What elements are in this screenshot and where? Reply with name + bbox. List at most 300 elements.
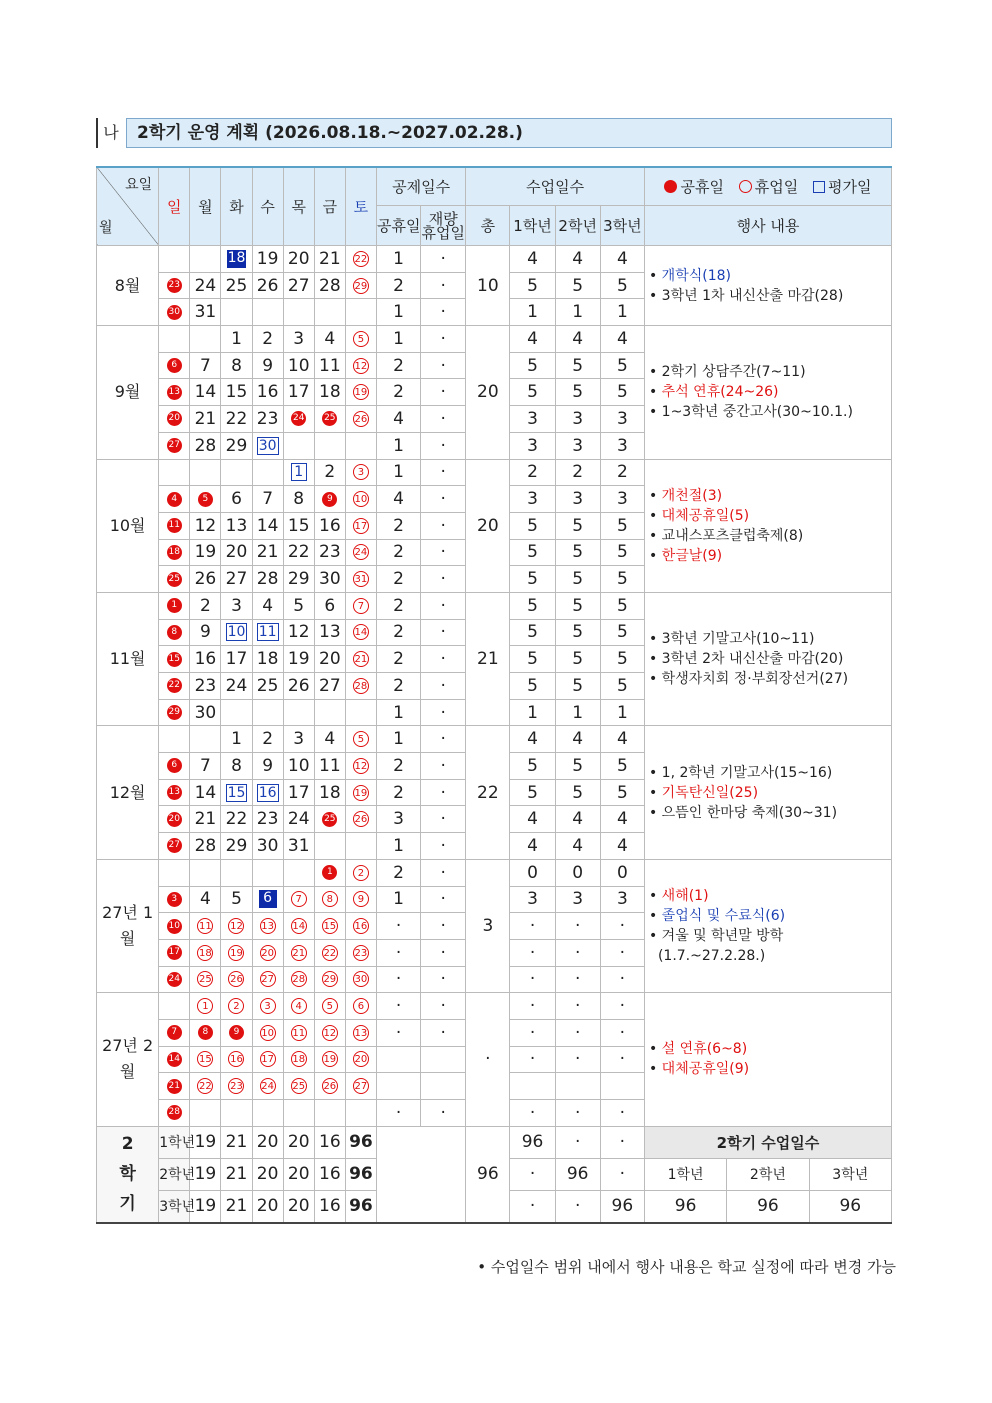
day-cell <box>252 993 283 1020</box>
day-cell <box>190 699 221 726</box>
holiday-day: 24 <box>167 972 182 987</box>
day-cell <box>221 406 252 433</box>
discretionary-holiday-count: · <box>421 619 466 646</box>
day-cell <box>283 1100 314 1127</box>
event-text: 3학년 기말고사(10~11) <box>661 631 815 648</box>
day-number: 13 <box>225 515 248 536</box>
discretionary-holiday-count: · <box>421 753 466 780</box>
day-cell <box>283 486 314 513</box>
day-number: 9 <box>262 755 274 776</box>
week-row <box>97 859 892 886</box>
day-cell <box>221 619 252 646</box>
day-cell <box>345 753 376 780</box>
closure-day: 17 <box>260 1051 276 1067</box>
closure-day: 13 <box>260 918 276 934</box>
closure-day: 31 <box>353 571 369 587</box>
closure-day: 15 <box>322 918 338 934</box>
closure-day: 3 <box>353 464 369 480</box>
event-item <box>649 362 891 382</box>
day-cell <box>345 779 376 806</box>
grade-days-1: 5 <box>510 779 555 806</box>
day-cell <box>159 1019 190 1046</box>
day-number: 23 <box>319 542 341 563</box>
day-cell <box>221 459 252 486</box>
day-cell <box>314 646 345 673</box>
day-number: 6 <box>231 489 242 510</box>
day-cell <box>314 673 345 700</box>
day-number: 21 <box>319 248 341 269</box>
public-holiday-count: 1 <box>376 432 420 459</box>
month-label: 10월 <box>97 459 159 592</box>
day-cell <box>283 806 314 833</box>
discretionary-holiday-count: · <box>421 779 466 806</box>
summary-grade-days-3: 96 <box>600 1190 644 1223</box>
day-cell <box>314 566 345 593</box>
day-number: 17 <box>225 649 248 670</box>
day-cell <box>159 272 190 299</box>
day-cell <box>190 406 221 433</box>
semester-label <box>97 1126 159 1223</box>
day-cell <box>221 1073 252 1100</box>
day-cell <box>283 592 314 619</box>
day-cell <box>252 673 283 700</box>
month-events <box>644 592 891 725</box>
day-number: 28 <box>194 435 217 456</box>
closure-day: 18 <box>291 1051 307 1067</box>
summary-box-title: 2학기 수업일수 <box>644 1126 891 1158</box>
day-cell <box>314 913 345 940</box>
event-text: 한글날(9) <box>661 547 723 564</box>
day-number: 24 <box>287 809 310 830</box>
grade-days-2: 4 <box>555 726 600 753</box>
grade-days-3: 3 <box>600 486 644 513</box>
header-day-sat: 토 <box>345 167 376 246</box>
day-number: 9 <box>199 622 211 643</box>
event-item <box>649 402 891 422</box>
day-cell <box>314 1073 345 1100</box>
holiday-day: 7 <box>167 1025 182 1040</box>
day-cell <box>190 566 221 593</box>
grade-days-2: 5 <box>555 566 600 593</box>
grade-days-2: 5 <box>555 379 600 406</box>
holiday-day: 25 <box>322 411 337 426</box>
day-cell <box>221 272 252 299</box>
day-cell <box>190 1046 221 1073</box>
day-cell <box>345 886 376 913</box>
closure-day: 12 <box>228 918 244 934</box>
grade-days-2: 0 <box>555 859 600 886</box>
grade-days-1: 5 <box>510 512 555 539</box>
day-cell <box>190 966 221 993</box>
day-cell <box>314 753 345 780</box>
day-number: 20 <box>225 542 248 563</box>
day-cell <box>345 246 376 273</box>
closure-day: 13 <box>353 1025 369 1041</box>
closure-day: 19 <box>322 1051 338 1067</box>
day-cell <box>283 619 314 646</box>
grade-days-3: 1 <box>600 699 644 726</box>
event-text: 졸업식 및 수료식(6) <box>661 908 786 925</box>
day-number: 17 <box>287 782 310 803</box>
day-cell <box>252 406 283 433</box>
grade-days-3: 3 <box>600 406 644 433</box>
bullet-icon: • <box>648 267 662 284</box>
day-cell <box>190 512 221 539</box>
event-item <box>649 803 891 823</box>
day-cell <box>283 512 314 539</box>
discretionary-holiday-count: · <box>421 966 466 993</box>
day-cell <box>190 619 221 646</box>
day-cell <box>159 326 190 353</box>
grade-days-1: 5 <box>510 539 555 566</box>
month-label: 9월 <box>97 326 159 459</box>
bullet-icon: • <box>648 487 662 504</box>
summary-value: 19 <box>190 1158 221 1190</box>
day-cell <box>314 459 345 486</box>
grade-days-1: 3 <box>510 486 555 513</box>
day-cell <box>190 486 221 513</box>
grade-days-2: 3 <box>555 886 600 913</box>
closure-day: 26 <box>322 1078 338 1094</box>
public-holiday-count: 1 <box>376 699 420 726</box>
day-cell <box>221 379 252 406</box>
day-number: 8 <box>293 489 305 510</box>
day-cell <box>221 646 252 673</box>
grade-days-1: 5 <box>510 566 555 593</box>
day-cell <box>314 592 345 619</box>
event-item <box>649 926 891 946</box>
day-cell <box>314 352 345 379</box>
day-number: 2 <box>199 595 211 616</box>
event-text: 1, 2학년 기말고사(15~16) <box>661 764 833 781</box>
discretionary-holiday-count: · <box>421 859 466 886</box>
public-holiday-count: 4 <box>376 406 420 433</box>
day-cell <box>283 299 314 326</box>
day-cell <box>190 592 221 619</box>
day-number: 14 <box>256 515 279 536</box>
day-number: 25 <box>256 675 279 696</box>
day-cell <box>159 859 190 886</box>
day-number: 30 <box>319 569 341 590</box>
grade-days-1: · <box>510 1019 555 1046</box>
day-cell <box>159 566 190 593</box>
day-cell <box>314 993 345 1020</box>
grade-days-2: 1 <box>555 699 600 726</box>
day-number: 26 <box>256 275 279 296</box>
day-number: 10 <box>287 355 310 376</box>
summary-grade-days-2: 96 <box>555 1158 600 1190</box>
holiday-day: 27 <box>167 838 182 853</box>
section-prefix: 나 <box>96 118 124 148</box>
grade-days-1: · <box>510 913 555 940</box>
grade-days-1: 2 <box>510 459 555 486</box>
day-cell <box>190 1100 221 1127</box>
event-item <box>649 546 891 566</box>
header-gongje: 공제일수 <box>376 167 465 206</box>
day-cell <box>221 1100 252 1127</box>
closure-day: 28 <box>353 678 369 694</box>
grade-days-2: 5 <box>555 673 600 700</box>
closure-day: 14 <box>353 624 369 640</box>
day-cell <box>345 1073 376 1100</box>
public-holiday-count: 2 <box>376 859 420 886</box>
day-cell <box>190 859 221 886</box>
day-number: 3 <box>231 595 242 616</box>
summary-value: 20 <box>283 1158 314 1190</box>
summary-box-value: 96 <box>644 1190 726 1223</box>
day-cell <box>252 1046 283 1073</box>
evaluation-day: 11 <box>258 624 277 641</box>
grade-days-1: 4 <box>510 326 555 353</box>
day-cell <box>221 539 252 566</box>
day-cell <box>252 1073 283 1100</box>
event-item <box>649 1039 891 1059</box>
header-day-tue: 화 <box>221 167 252 246</box>
header-grade-2: 2학년 <box>555 206 600 246</box>
public-holiday-count: · <box>376 993 420 1020</box>
day-cell <box>314 726 345 753</box>
closure-day: 5 <box>353 731 369 747</box>
day-cell <box>159 779 190 806</box>
event-text: 설 연휴(6~8) <box>661 1041 748 1058</box>
day-cell <box>221 246 252 273</box>
summary-grade: 3학년 <box>159 1190 190 1223</box>
evaluation-day: 15 <box>227 784 246 801</box>
day-cell <box>252 1100 283 1127</box>
public-holiday-count: 1 <box>376 246 420 273</box>
closure-day: 23 <box>353 945 369 961</box>
event-item <box>649 286 891 306</box>
closure-day: 19 <box>353 785 369 801</box>
grade-days-3: 0 <box>600 859 644 886</box>
bullet-icon: • <box>648 928 662 945</box>
grade-days-3: 4 <box>600 726 644 753</box>
grade-days-3: 5 <box>600 619 644 646</box>
day-number: 5 <box>293 595 305 616</box>
day-cell <box>159 619 190 646</box>
public-holiday-count: · <box>376 939 420 966</box>
day-cell <box>252 619 283 646</box>
closure-day: 24 <box>353 544 369 560</box>
grade-days-1: 5 <box>510 619 555 646</box>
closure-day: 3 <box>260 998 276 1014</box>
day-cell <box>345 592 376 619</box>
event-text: 교내스포츠클럽축제(8) <box>661 527 804 544</box>
discretionary-holiday-count: · <box>421 352 466 379</box>
day-cell <box>283 539 314 566</box>
grade-days-1: · <box>510 1100 555 1127</box>
day-cell <box>252 459 283 486</box>
grade-days-2: 5 <box>555 753 600 780</box>
closure-day: 20 <box>353 1051 369 1067</box>
day-number: 28 <box>194 835 217 856</box>
day-cell <box>345 859 376 886</box>
day-number: 2 <box>262 729 274 750</box>
grade-days-2: 1 <box>555 299 600 326</box>
day-number: 28 <box>256 569 279 590</box>
day-cell <box>345 432 376 459</box>
public-holiday-count: 1 <box>376 833 420 860</box>
public-holiday-count: 1 <box>376 326 420 353</box>
event-text: 2학기 상담주간(7~11) <box>661 364 806 381</box>
day-number: 25 <box>225 275 248 296</box>
day-cell <box>345 512 376 539</box>
public-holiday-count: 2 <box>376 646 420 673</box>
bullet-icon: • <box>648 364 662 381</box>
day-cell <box>283 246 314 273</box>
day-cell <box>283 726 314 753</box>
public-holiday-count: 2 <box>376 619 420 646</box>
grade-days-1: 1 <box>510 299 555 326</box>
day-cell <box>159 726 190 753</box>
day-number: 31 <box>194 302 217 323</box>
discretionary-holiday-count: · <box>421 592 466 619</box>
day-cell <box>221 299 252 326</box>
grade-days-2 <box>555 1073 600 1100</box>
day-cell <box>345 1019 376 1046</box>
day-cell <box>345 699 376 726</box>
public-holiday-count: 2 <box>376 272 420 299</box>
day-cell <box>190 272 221 299</box>
closure-day: 12 <box>353 758 369 774</box>
day-number: 21 <box>194 408 217 429</box>
discretionary-holiday-count: · <box>421 886 466 913</box>
month-total-days: 20 <box>466 459 510 592</box>
day-number: 20 <box>287 248 310 269</box>
holiday-day: 9 <box>322 492 337 507</box>
semester-calendar-table <box>96 166 892 1224</box>
month-label: 8월 <box>97 246 159 326</box>
day-cell <box>252 432 283 459</box>
holiday-day: 27 <box>167 438 182 453</box>
day-number: 21 <box>256 542 279 563</box>
day-cell <box>252 352 283 379</box>
public-holiday-count: 1 <box>376 299 420 326</box>
bullet-icon: • <box>648 527 662 544</box>
closure-day: 28 <box>291 971 307 987</box>
day-number: 30 <box>194 702 217 723</box>
event-item <box>649 763 891 783</box>
holiday-day: 8 <box>167 625 182 640</box>
week-row <box>97 326 892 353</box>
event-item <box>649 526 891 546</box>
day-cell <box>283 459 314 486</box>
day-cell <box>190 886 221 913</box>
legend-closure: 휴업일 <box>754 178 799 196</box>
day-number: 23 <box>256 809 279 830</box>
day-cell <box>252 913 283 940</box>
holiday-day: 3 <box>167 892 182 907</box>
day-cell <box>314 833 345 860</box>
day-number: 22 <box>225 809 248 830</box>
bullet-icon: • <box>648 404 662 421</box>
day-cell <box>314 779 345 806</box>
day-cell <box>190 1073 221 1100</box>
day-cell <box>283 779 314 806</box>
day-number: 17 <box>287 382 310 403</box>
holiday-day: 14 <box>167 1052 182 1067</box>
day-number: 15 <box>287 515 310 536</box>
closure-day: 7 <box>291 891 307 907</box>
day-number: 27 <box>319 675 341 696</box>
header-wol: 월 <box>99 220 113 236</box>
day-cell <box>345 406 376 433</box>
event-item <box>649 1059 891 1079</box>
header-total: 총 <box>466 206 510 246</box>
event-text: 추석 연휴(24~26) <box>661 384 779 401</box>
day-cell <box>314 1046 345 1073</box>
day-cell <box>314 539 345 566</box>
day-cell <box>252 1019 283 1046</box>
grade-days-2: · <box>555 993 600 1020</box>
day-cell <box>221 486 252 513</box>
day-cell <box>221 806 252 833</box>
day-cell <box>283 699 314 726</box>
holiday-day: 13 <box>167 785 182 800</box>
summary-box-grade: 2학년 <box>727 1158 809 1190</box>
month-label: 11월 <box>97 592 159 725</box>
event-text: 3학년 1차 내신산출 마감(28) <box>661 287 844 304</box>
day-number: 7 <box>199 755 211 776</box>
day-number: 7 <box>262 489 274 510</box>
closure-day: 26 <box>228 971 244 987</box>
holiday-day: 23 <box>167 278 182 293</box>
bullet-icon: • <box>648 1041 662 1058</box>
public-holiday-count <box>376 1073 420 1100</box>
summary-grade-days-2: · <box>555 1126 600 1158</box>
grade-days-3: · <box>600 966 644 993</box>
closure-day: 24 <box>260 1078 276 1094</box>
grade-days-1: 0 <box>510 859 555 886</box>
header-day-fri: 금 <box>314 167 345 246</box>
day-cell <box>221 726 252 753</box>
day-number: 11 <box>319 755 341 776</box>
day-cell <box>283 673 314 700</box>
week-row <box>97 993 892 1020</box>
event-item <box>649 649 891 669</box>
grade-days-2: 5 <box>555 646 600 673</box>
summary-grade-days-1: · <box>510 1158 555 1190</box>
closure-day: 5 <box>353 331 369 347</box>
day-cell <box>221 326 252 353</box>
month-total-days: 21 <box>466 592 510 725</box>
day-number: 15 <box>225 382 248 403</box>
public-holiday-count: 2 <box>376 753 420 780</box>
header-day-sun: 일 <box>159 167 190 246</box>
day-number: 14 <box>194 782 217 803</box>
day-cell <box>283 1073 314 1100</box>
summary-value: 20 <box>252 1126 283 1158</box>
day-number: 3 <box>293 729 305 750</box>
day-cell <box>190 673 221 700</box>
grade-days-1: 3 <box>510 432 555 459</box>
day-number: 4 <box>324 729 336 750</box>
grade-days-2: 3 <box>555 406 600 433</box>
day-number: 29 <box>225 435 248 456</box>
discretionary-holiday-count: · <box>421 406 466 433</box>
summary-value: 20 <box>252 1190 283 1223</box>
holiday-day: 13 <box>167 385 182 400</box>
week-row <box>97 459 892 486</box>
day-cell <box>190 299 221 326</box>
day-cell <box>159 753 190 780</box>
day-cell <box>345 939 376 966</box>
public-holiday-count: · <box>376 1100 420 1127</box>
grade-days-3: · <box>600 1100 644 1127</box>
discretionary-holiday-count: · <box>421 806 466 833</box>
day-cell <box>314 1019 345 1046</box>
grade-days-2: 5 <box>555 512 600 539</box>
